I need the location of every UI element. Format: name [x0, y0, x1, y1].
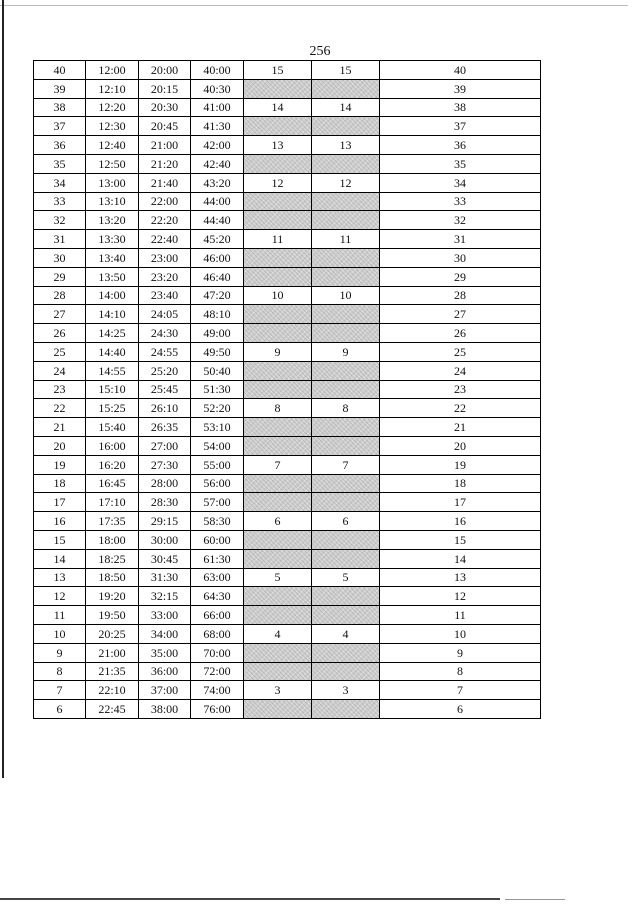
time-3-cell: 46:40 — [191, 267, 244, 286]
right-level-cell: 6 — [380, 700, 541, 719]
right-level-cell: 15 — [380, 530, 541, 549]
value-2-cell: 14 — [312, 98, 380, 117]
time-1-cell: 13:20 — [86, 211, 139, 230]
right-level-cell: 38 — [380, 98, 541, 117]
time-1-cell: 12:30 — [86, 117, 139, 136]
time-2-cell: 22:40 — [139, 230, 191, 249]
right-level-cell: 9 — [380, 643, 541, 662]
table-row — [34, 173, 541, 192]
time-2-cell: 22:20 — [139, 211, 191, 230]
value-2-cell: 9 — [312, 342, 380, 361]
time-3-cell: 70:00 — [191, 643, 244, 662]
time-3-cell: 53:10 — [191, 418, 244, 437]
time-1-cell: 16:20 — [86, 455, 139, 474]
level-cell: 11 — [34, 606, 86, 625]
time-1-cell: 13:50 — [86, 267, 139, 286]
table-row — [34, 117, 541, 136]
time-3-cell: 68:00 — [191, 624, 244, 643]
table-row — [34, 305, 541, 324]
value-1-cell: 14 — [244, 98, 312, 117]
value-1-cell: 15 — [244, 61, 312, 80]
time-2-cell: 27:30 — [139, 455, 191, 474]
level-cell: 8 — [34, 662, 86, 681]
table-row — [34, 211, 541, 230]
level-cell: 27 — [34, 305, 86, 324]
time-3-cell: 40:00 — [191, 61, 244, 80]
level-cell: 30 — [34, 248, 86, 267]
time-3-cell: 57:00 — [191, 493, 244, 512]
table-row — [34, 286, 541, 305]
time-2-cell: 36:00 — [139, 662, 191, 681]
time-1-cell: 12:40 — [86, 136, 139, 155]
time-1-cell: 19:50 — [86, 606, 139, 625]
time-1-cell: 21:35 — [86, 662, 139, 681]
value-2-cell — [312, 267, 380, 286]
table-row — [34, 681, 541, 700]
value-1-cell — [244, 418, 312, 437]
value-2-cell: 10 — [312, 286, 380, 305]
level-cell: 7 — [34, 681, 86, 700]
value-2-cell — [312, 606, 380, 625]
level-cell: 26 — [34, 324, 86, 343]
time-1-cell: 16:45 — [86, 474, 139, 493]
time-3-cell: 41:00 — [191, 98, 244, 117]
table-row — [34, 79, 541, 98]
level-cell: 14 — [34, 549, 86, 568]
time-2-cell: 25:45 — [139, 380, 191, 399]
time-3-cell: 49:00 — [191, 324, 244, 343]
value-2-cell — [312, 549, 380, 568]
value-1-cell — [244, 700, 312, 719]
value-1-cell — [244, 117, 312, 136]
time-2-cell: 27:00 — [139, 436, 191, 455]
time-2-cell: 23:20 — [139, 267, 191, 286]
value-2-cell: 4 — [312, 624, 380, 643]
table-row — [34, 248, 541, 267]
time-1-cell: 15:40 — [86, 418, 139, 437]
level-cell: 16 — [34, 512, 86, 531]
value-2-cell — [312, 493, 380, 512]
time-2-cell: 20:15 — [139, 79, 191, 98]
time-1-cell: 14:10 — [86, 305, 139, 324]
right-level-cell: 23 — [380, 380, 541, 399]
table-row — [34, 154, 541, 173]
time-3-cell: 76:00 — [191, 700, 244, 719]
time-2-cell: 23:40 — [139, 286, 191, 305]
score-table — [33, 60, 541, 719]
time-1-cell: 12:50 — [86, 154, 139, 173]
level-cell: 13 — [34, 568, 86, 587]
value-2-cell — [312, 418, 380, 437]
table-row — [34, 267, 541, 286]
table-row — [34, 624, 541, 643]
value-1-cell: 10 — [244, 286, 312, 305]
time-3-cell: 64:30 — [191, 587, 244, 606]
value-2-cell — [312, 530, 380, 549]
right-level-cell: 8 — [380, 662, 541, 681]
level-cell: 25 — [34, 342, 86, 361]
right-level-cell: 27 — [380, 305, 541, 324]
scan-edge-bottom — [0, 898, 500, 900]
right-level-cell: 26 — [380, 324, 541, 343]
right-level-cell: 24 — [380, 361, 541, 380]
time-3-cell: 49:50 — [191, 342, 244, 361]
right-level-cell: 16 — [380, 512, 541, 531]
table-row — [34, 361, 541, 380]
table-row — [34, 606, 541, 625]
time-3-cell: 58:30 — [191, 512, 244, 531]
time-1-cell: 14:55 — [86, 361, 139, 380]
time-2-cell: 20:00 — [139, 61, 191, 80]
value-2-cell: 7 — [312, 455, 380, 474]
level-cell: 24 — [34, 361, 86, 380]
right-level-cell: 10 — [380, 624, 541, 643]
value-1-cell — [244, 192, 312, 211]
value-1-cell — [244, 587, 312, 606]
time-2-cell: 26:10 — [139, 399, 191, 418]
time-2-cell: 35:00 — [139, 643, 191, 662]
time-1-cell: 17:35 — [86, 512, 139, 531]
time-1-cell: 14:40 — [86, 342, 139, 361]
value-2-cell — [312, 474, 380, 493]
time-2-cell: 20:30 — [139, 98, 191, 117]
value-1-cell: 5 — [244, 568, 312, 587]
time-2-cell: 24:30 — [139, 324, 191, 343]
level-cell: 28 — [34, 286, 86, 305]
level-cell: 18 — [34, 474, 86, 493]
time-1-cell: 13:10 — [86, 192, 139, 211]
time-2-cell: 22:00 — [139, 192, 191, 211]
value-1-cell — [244, 79, 312, 98]
right-level-cell: 40 — [380, 61, 541, 80]
value-2-cell: 11 — [312, 230, 380, 249]
right-level-cell: 32 — [380, 211, 541, 230]
table-row — [34, 587, 541, 606]
level-cell: 37 — [34, 117, 86, 136]
time-1-cell: 15:10 — [86, 380, 139, 399]
level-cell: 36 — [34, 136, 86, 155]
time-3-cell: 50:40 — [191, 361, 244, 380]
value-2-cell: 8 — [312, 399, 380, 418]
table-row — [34, 512, 541, 531]
time-3-cell: 51:30 — [191, 380, 244, 399]
value-1-cell — [244, 436, 312, 455]
time-3-cell: 40:30 — [191, 79, 244, 98]
table-row — [34, 324, 541, 343]
level-cell: 29 — [34, 267, 86, 286]
right-level-cell: 34 — [380, 173, 541, 192]
value-1-cell — [244, 211, 312, 230]
scan-edge-top — [0, 5, 628, 6]
value-2-cell — [312, 79, 380, 98]
right-level-cell: 30 — [380, 248, 541, 267]
time-1-cell: 15:25 — [86, 399, 139, 418]
time-2-cell: 37:00 — [139, 681, 191, 700]
right-level-cell: 17 — [380, 493, 541, 512]
level-cell: 22 — [34, 399, 86, 418]
right-level-cell: 35 — [380, 154, 541, 173]
level-cell: 17 — [34, 493, 86, 512]
value-2-cell — [312, 248, 380, 267]
value-2-cell — [312, 305, 380, 324]
value-1-cell: 12 — [244, 173, 312, 192]
level-cell: 35 — [34, 154, 86, 173]
value-2-cell — [312, 700, 380, 719]
time-1-cell: 13:00 — [86, 173, 139, 192]
value-2-cell — [312, 192, 380, 211]
time-3-cell: 56:00 — [191, 474, 244, 493]
level-cell: 39 — [34, 79, 86, 98]
time-3-cell: 44:40 — [191, 211, 244, 230]
table-row — [34, 136, 541, 155]
table-row — [34, 192, 541, 211]
table-row — [34, 399, 541, 418]
table-row — [34, 436, 541, 455]
time-1-cell: 14:00 — [86, 286, 139, 305]
time-1-cell: 16:00 — [86, 436, 139, 455]
time-3-cell: 72:00 — [191, 662, 244, 681]
value-1-cell — [244, 361, 312, 380]
value-1-cell: 13 — [244, 136, 312, 155]
right-level-cell: 33 — [380, 192, 541, 211]
time-2-cell: 25:20 — [139, 361, 191, 380]
right-level-cell: 14 — [380, 549, 541, 568]
value-1-cell: 6 — [244, 512, 312, 531]
right-level-cell: 29 — [380, 267, 541, 286]
time-3-cell: 48:10 — [191, 305, 244, 324]
value-2-cell — [312, 380, 380, 399]
value-1-cell — [244, 530, 312, 549]
value-1-cell: 3 — [244, 681, 312, 700]
level-cell: 32 — [34, 211, 86, 230]
scan-edge-left — [2, 0, 4, 778]
time-3-cell: 52:20 — [191, 399, 244, 418]
table-row — [34, 662, 541, 681]
right-level-cell: 20 — [380, 436, 541, 455]
table-row — [34, 643, 541, 662]
right-level-cell: 22 — [380, 399, 541, 418]
time-3-cell: 43:20 — [191, 173, 244, 192]
time-1-cell: 22:10 — [86, 681, 139, 700]
value-1-cell: 7 — [244, 455, 312, 474]
time-2-cell: 21:00 — [139, 136, 191, 155]
time-2-cell: 23:00 — [139, 248, 191, 267]
table-row — [34, 98, 541, 117]
value-1-cell: 11 — [244, 230, 312, 249]
time-3-cell: 74:00 — [191, 681, 244, 700]
value-2-cell — [312, 211, 380, 230]
value-1-cell — [244, 549, 312, 568]
time-2-cell: 30:45 — [139, 549, 191, 568]
right-level-cell: 36 — [380, 136, 541, 155]
level-cell: 12 — [34, 587, 86, 606]
level-cell: 34 — [34, 173, 86, 192]
value-2-cell — [312, 154, 380, 173]
time-3-cell: 42:00 — [191, 136, 244, 155]
table-row — [34, 700, 541, 719]
value-1-cell — [244, 380, 312, 399]
value-1-cell — [244, 267, 312, 286]
value-2-cell — [312, 117, 380, 136]
time-1-cell: 22:45 — [86, 700, 139, 719]
level-cell: 38 — [34, 98, 86, 117]
time-3-cell: 46:00 — [191, 248, 244, 267]
scan-edge-bottom-fragment — [505, 899, 565, 900]
level-cell: 6 — [34, 700, 86, 719]
value-1-cell — [244, 606, 312, 625]
time-2-cell: 33:00 — [139, 606, 191, 625]
time-1-cell: 14:25 — [86, 324, 139, 343]
right-level-cell: 39 — [380, 79, 541, 98]
table-row — [34, 568, 541, 587]
value-2-cell — [312, 324, 380, 343]
time-1-cell: 21:00 — [86, 643, 139, 662]
table-row — [34, 455, 541, 474]
time-1-cell: 17:10 — [86, 493, 139, 512]
value-2-cell — [312, 361, 380, 380]
value-1-cell — [244, 248, 312, 267]
time-2-cell: 38:00 — [139, 700, 191, 719]
time-1-cell: 19:20 — [86, 587, 139, 606]
right-level-cell: 31 — [380, 230, 541, 249]
right-level-cell: 11 — [380, 606, 541, 625]
time-2-cell: 20:45 — [139, 117, 191, 136]
time-1-cell: 18:50 — [86, 568, 139, 587]
time-1-cell: 13:40 — [86, 248, 139, 267]
level-cell: 19 — [34, 455, 86, 474]
value-1-cell — [244, 643, 312, 662]
value-1-cell — [244, 154, 312, 173]
time-1-cell: 18:25 — [86, 549, 139, 568]
time-3-cell: 55:00 — [191, 455, 244, 474]
time-3-cell: 47:20 — [191, 286, 244, 305]
value-1-cell — [244, 662, 312, 681]
value-2-cell: 5 — [312, 568, 380, 587]
time-2-cell: 21:20 — [139, 154, 191, 173]
time-1-cell: 12:00 — [86, 61, 139, 80]
level-cell: 15 — [34, 530, 86, 549]
score-table-body — [34, 61, 541, 719]
time-2-cell: 24:55 — [139, 342, 191, 361]
value-1-cell: 8 — [244, 399, 312, 418]
time-2-cell: 34:00 — [139, 624, 191, 643]
level-cell: 20 — [34, 436, 86, 455]
time-1-cell: 20:25 — [86, 624, 139, 643]
time-3-cell: 54:00 — [191, 436, 244, 455]
table-row — [34, 549, 541, 568]
level-cell: 33 — [34, 192, 86, 211]
time-2-cell: 26:35 — [139, 418, 191, 437]
value-1-cell — [244, 474, 312, 493]
right-level-cell: 12 — [380, 587, 541, 606]
level-cell: 10 — [34, 624, 86, 643]
right-level-cell: 21 — [380, 418, 541, 437]
time-3-cell: 61:30 — [191, 549, 244, 568]
right-level-cell: 37 — [380, 117, 541, 136]
right-level-cell: 19 — [380, 455, 541, 474]
right-level-cell: 13 — [380, 568, 541, 587]
right-level-cell: 25 — [380, 342, 541, 361]
value-2-cell: 3 — [312, 681, 380, 700]
time-2-cell: 30:00 — [139, 530, 191, 549]
level-cell: 31 — [34, 230, 86, 249]
value-1-cell — [244, 305, 312, 324]
time-3-cell: 42:40 — [191, 154, 244, 173]
level-cell: 23 — [34, 380, 86, 399]
table-row — [34, 61, 541, 80]
time-3-cell: 63:00 — [191, 568, 244, 587]
value-1-cell — [244, 324, 312, 343]
table-row — [34, 342, 541, 361]
level-cell: 9 — [34, 643, 86, 662]
time-1-cell: 18:00 — [86, 530, 139, 549]
table-row — [34, 493, 541, 512]
time-3-cell: 66:00 — [191, 606, 244, 625]
value-2-cell — [312, 436, 380, 455]
time-3-cell: 41:30 — [191, 117, 244, 136]
time-2-cell: 21:40 — [139, 173, 191, 192]
time-2-cell: 28:00 — [139, 474, 191, 493]
time-3-cell: 60:00 — [191, 530, 244, 549]
right-level-cell: 28 — [380, 286, 541, 305]
time-1-cell: 12:10 — [86, 79, 139, 98]
value-2-cell — [312, 587, 380, 606]
time-2-cell: 29:15 — [139, 512, 191, 531]
table-row — [34, 530, 541, 549]
time-1-cell: 13:30 — [86, 230, 139, 249]
page-number: 256 — [309, 44, 331, 59]
time-3-cell: 44:00 — [191, 192, 244, 211]
table-row — [34, 230, 541, 249]
time-2-cell: 32:15 — [139, 587, 191, 606]
level-cell: 21 — [34, 418, 86, 437]
value-1-cell: 4 — [244, 624, 312, 643]
time-2-cell: 28:30 — [139, 493, 191, 512]
value-2-cell — [312, 643, 380, 662]
value-1-cell — [244, 493, 312, 512]
value-2-cell: 12 — [312, 173, 380, 192]
time-1-cell: 12:20 — [86, 98, 139, 117]
value-2-cell: 13 — [312, 136, 380, 155]
value-2-cell: 15 — [312, 61, 380, 80]
time-2-cell: 31:30 — [139, 568, 191, 587]
value-2-cell — [312, 662, 380, 681]
time-3-cell: 45:20 — [191, 230, 244, 249]
right-level-cell: 18 — [380, 474, 541, 493]
value-1-cell: 9 — [244, 342, 312, 361]
time-2-cell: 24:05 — [139, 305, 191, 324]
table-row — [34, 380, 541, 399]
table-row — [34, 474, 541, 493]
right-level-cell: 7 — [380, 681, 541, 700]
table-row — [34, 418, 541, 437]
value-2-cell: 6 — [312, 512, 380, 531]
level-cell: 40 — [34, 61, 86, 80]
